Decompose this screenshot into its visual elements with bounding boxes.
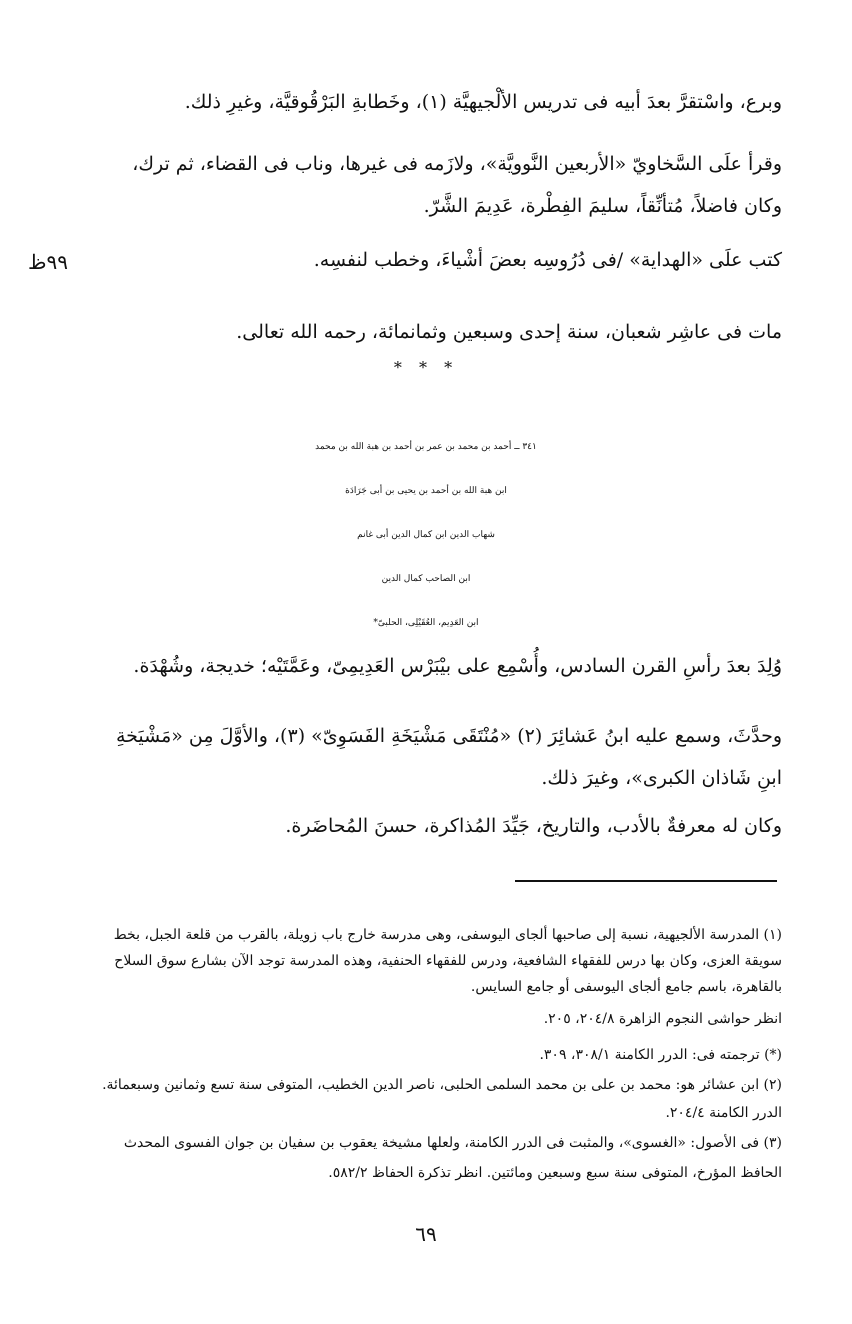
footnote-line: بالقاهرة، باسم جامع ألجاى اليوسفى أو جامع السايس. — [470, 979, 782, 995]
entry-heading-line: ٣٤١ ــ أحمد بن محمد بن عمر بن أحمد بن هبة الله بن محمد — [315, 442, 537, 452]
entry-heading-line: ابن الصاحب كمال الدين — [381, 574, 471, 584]
footnote-rule — [515, 880, 777, 882]
footnote-line: (*) ترجمته فى: الدرر الكامنة ٣٠٨/١، ٣٠٩. — [539, 1047, 782, 1063]
entry-heading-line: ابن العَدِيم، العُقَيْلِى، الحلبىّ* — [373, 618, 479, 628]
section-separator: * * * — [393, 358, 459, 377]
body-line: كتب علَى «الهداية» /فى دُرُوسِه بعضَ أشْياءَ، وخطب لنفسِه. — [313, 249, 782, 271]
entry-heading-line: ابن هبة الله بن أحمد بن يحيى بن أبى جَرَادَة — [345, 486, 507, 496]
footnote-line: (٢) ابن عشائر هو: محمد بن على بن محمد السلمى الحلبى، ناصر الدين الخطيب، المتوفى سنة تسع وثمانين وسبعمائة. — [102, 1077, 782, 1093]
body-line: وبرع، واسْتقرَّ بعدَ أبيه فى تدريس الألْجيهيَّة (١)، وخَطابةِ البَرْقُوقيَّة، وغيرِ ذلك. — [184, 91, 782, 113]
footnote-line: الدرر الكامنة ٢٠٤/٤. — [665, 1105, 782, 1121]
footnote-line: الحافظ المؤرخ، المتوفى سنة سبع وسبعين ومائتين. انظر تذكرة الحفاظ ٥٨٢/٢. — [328, 1165, 782, 1181]
body-line: وكان فاضلاً، مُتأنِّقاً، سليمَ الفِطْرة، عَدِيمَ الشَّرّ. — [423, 195, 782, 217]
body-line: مات فى عاشِر شعبان، سنة إحدى وسبعين وثمانمائة، رحمه الله تعالى. — [236, 321, 782, 343]
body-line: وحدَّثَ، وسمع عليه ابنُ عَشائِرَ (٢) «مُنْتَقَى مَشْيَخَةِ الفَسَوِىّ» (٣)، والأوَّلَ مِن «مَشْيَخةِ — [115, 725, 782, 747]
body-line: وقرأ علَى السَّخاويّ «الأربعين النَّوويَّة»، ولازَمه فى غيرها، وناب فى القضاء، ثم ترك، — [132, 153, 782, 175]
manuscript-folio-note: ٩٩ظ — [28, 250, 68, 274]
footnote-line: انظر حواشى النجوم الزاهرة ٢٠٤/٨، ٢٠٥. — [543, 1011, 782, 1027]
body-line: وكان له معرفةٌ بالأدب، والتاريخ، جَيِّدَ المُذاكرة، حسنَ المُحاضَرة. — [285, 815, 782, 837]
body-line: ابنِ شَاذان الكبرى»، وغيرَ ذلك. — [541, 767, 782, 789]
footnote-line: (٣) فى الأصول: «الغسوى»، والمثبت فى الدرر الكامنة، ولعلها مشيخة يعقوب بن سفيان بن جوان الفسوى المحدث — [123, 1135, 782, 1151]
entry-heading-line: شهاب الدين ابن كمال الدين أبى غانم — [357, 530, 495, 540]
body-line: وُلِدَ بعدَ رأسِ القرن السادس، وأُسْمِع على بيْبَرْس العَدِيمِىّ، وعَمَّتَيْه؛ خديجة، وشُهْدَة. — [133, 655, 782, 677]
footnote-line: سويقة العزى، وكان بها درس للفقهاء الشافعية، ودرس للفقهاء الحنفية، وهذه المدرسة توجد الآن بشارع سوق السلاح — [114, 953, 782, 969]
page-number: ٦٩ — [415, 1222, 437, 1246]
footnote-line: (١) المدرسة الألجيهية، نسبة إلى صاحبها ألجاى اليوسفى، وهى مدرسة خارج باب زويلة، بالقرب من قلعة الجبل، بخط — [113, 927, 782, 943]
